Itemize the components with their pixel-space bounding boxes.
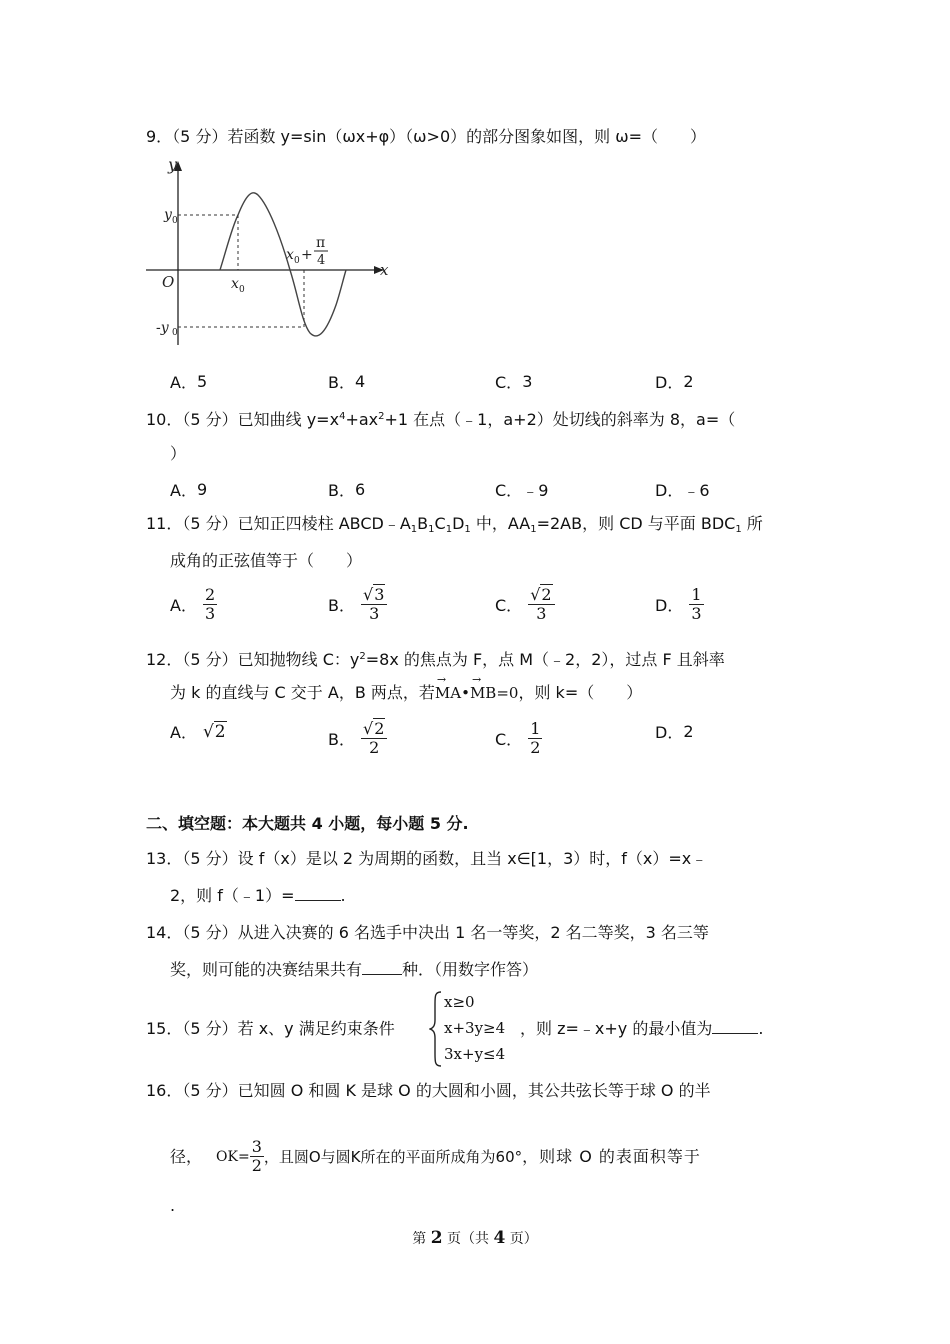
radicand: 2 [374, 719, 385, 738]
subscript: 1 [428, 524, 435, 535]
option-value: 9 [196, 480, 208, 499]
numerator: 3 [251, 1137, 262, 1156]
option-label: A． [170, 481, 197, 500]
q10-option-d[interactable] [655, 478, 710, 501]
q9-stem: 9．（5 分）若函数 y=sin（ωx+φ）（ω>0）的部分图象如图，则 ω=（ ） [146, 127, 707, 146]
option-label: C． [495, 481, 523, 500]
q13-text: 2，则 f（﹣1）= [170, 886, 295, 905]
q16-line3: . [170, 1196, 176, 1215]
x-axis [146, 266, 384, 274]
option-label: D． [655, 373, 684, 392]
q14-text: 奖，则可能的决赛结果共有 [170, 960, 363, 979]
option-value: ﹣9 [522, 481, 549, 500]
option-label: D． [655, 481, 684, 500]
option-label: B． [328, 373, 355, 392]
denominator: 3 [204, 604, 216, 623]
page-number: 2 [430, 1228, 443, 1248]
fraction [528, 720, 542, 757]
q15-text: ，则 z=﹣x+y 的最小值为 [520, 1019, 713, 1038]
q13-line1: 13．（5 分）设 f（x）是以 2 为周期的函数，且当 x∈[1，3）时，f（x）=x﹣ [146, 849, 708, 868]
numerator: 1 [691, 585, 702, 604]
q10-stem-part: 10．（5 分）已知曲线 y=x [146, 410, 340, 429]
option-label: C． [495, 730, 523, 749]
vector-mb: → MB [470, 681, 496, 705]
y0-label: y [164, 207, 172, 223]
q11-stem-part: 11．（5 分）已知正四棱柱 ABCD﹣A [146, 514, 411, 533]
sqrt-icon: √ [362, 585, 374, 604]
origin-label: O [162, 273, 175, 291]
denominator: 3 [536, 604, 547, 623]
q16-text: ，则球 O 的表面积等于 [522, 1146, 701, 1166]
fraction [528, 586, 554, 623]
y0-subscript: 0 [172, 216, 178, 226]
sqrt-expression [203, 722, 227, 742]
q12-stem-part: =8x 的焦点为 F，点 M（﹣2，2），过点 F 且斜率 [365, 650, 725, 669]
q12-stem [146, 645, 725, 672]
q11-stem [146, 512, 763, 542]
x0-pi4-subscript: 0 [294, 256, 300, 266]
q10-stem-part: +ax [345, 410, 379, 429]
q10-stem-part: +1 在点（﹣1，a+2）处切线的斜率为 8，a=（ [384, 410, 736, 429]
total-pages: 4 [493, 1228, 506, 1248]
q16-line2 [170, 1138, 701, 1175]
q11-option-c[interactable] [495, 586, 555, 623]
option-label: B． [328, 481, 355, 500]
q16-text: 径， [170, 1146, 203, 1166]
q11-option-a[interactable] [170, 586, 217, 623]
q10-option-b[interactable] [328, 478, 365, 501]
q10-exponent: 4 [339, 411, 346, 422]
constraint-2: x+3y≥4 [444, 1019, 506, 1037]
section-title: 二、填空题：本大题共 4 小题，每小题 5 分. [146, 814, 469, 833]
option-label: B． [328, 596, 355, 615]
sine-curve [220, 193, 346, 336]
q12-stem-part: 12．（5 分）已知抛物线 C：y [146, 650, 360, 669]
x-axis-label: x [380, 261, 389, 279]
numerator: 2 [204, 585, 216, 604]
sqrt-icon: √ [530, 585, 541, 604]
q11-stem-line2: 成角的正弦值等于（ ） [170, 551, 363, 570]
q15-stem: 15．（5 分）若 x、y 满足约束条件 [146, 1019, 395, 1038]
constraint-1: x≥0 [444, 993, 475, 1011]
q16-line1: 16．（5 分）已知圆 O 和圆 K 是球 O 的大圆和小圆，其公共弦长等于球 O 的半 [146, 1081, 711, 1100]
option-value: ﹣6 [683, 481, 710, 500]
option-label: B． [328, 730, 355, 749]
denominator: 2 [530, 738, 541, 757]
denominator: 3 [691, 604, 702, 623]
q11-options [170, 586, 810, 626]
q14-text: 种．（用数字作答） [402, 960, 539, 979]
q13-text: . [340, 886, 346, 905]
exponent: 2 [359, 651, 366, 662]
footer-text: 页（共 [442, 1231, 494, 1247]
radicand: 2 [214, 721, 226, 742]
numerator [361, 720, 387, 739]
q11-stem-part: 所 [741, 514, 763, 533]
vector-ma: → MA [435, 681, 461, 705]
option-label: C． [495, 596, 523, 615]
subscript: 1 [445, 524, 453, 535]
option-value: 6 [354, 480, 366, 499]
option-label: C． [495, 373, 523, 392]
q14-line1: 14．（5 分）从进入决赛的 6 名选手中决出 1 名一等奖，2 名二等奖，3 名三等 [146, 923, 709, 942]
option-value: 5 [196, 372, 208, 391]
equals-zero: =0 [496, 684, 519, 702]
option-label: D． [655, 596, 684, 615]
q11-stem-part: =2AB，则 CD 与平面 BDC [536, 514, 736, 533]
option-value: 3 [522, 372, 533, 391]
q12-option-d[interactable] [655, 720, 694, 743]
q16-text: ，且圆O与圆K所在的平面所成角为60° [263, 1147, 523, 1166]
radicand: 2 [541, 585, 552, 604]
sqrt-icon: √ [362, 719, 374, 738]
q12-stem-line2 [170, 681, 642, 705]
sqrt-icon: √ [202, 721, 214, 742]
numerator [528, 586, 554, 605]
option-label: A． [170, 596, 197, 615]
footer-text: 页） [505, 1231, 538, 1247]
q11-stem-part: 中，AA [470, 514, 531, 533]
x0-pi4-plus: + [301, 247, 313, 263]
option-value: 4 [354, 372, 366, 391]
ok-equals: OK= [216, 1148, 250, 1165]
option-label: A． [170, 373, 197, 392]
answer-blank[interactable] [362, 960, 402, 975]
radicand: 3 [374, 585, 385, 604]
option-value: 2 [683, 722, 694, 741]
fraction [250, 1138, 264, 1175]
subscript: 1 [530, 524, 537, 535]
x0-pi4-four: 4 [317, 253, 326, 268]
q11-option-b[interactable] [328, 586, 387, 623]
x0-pi4-x: x [286, 247, 294, 263]
x0-subscript: 0 [239, 285, 245, 295]
subscript: 1 [464, 524, 471, 535]
option-label: D． [655, 723, 684, 742]
option-label: A． [170, 723, 197, 742]
fraction [689, 586, 703, 623]
numerator [361, 586, 387, 605]
answer-blank[interactable] [295, 886, 341, 901]
q15-text: . [758, 1019, 764, 1038]
fraction [203, 586, 217, 623]
subscript: 1 [735, 524, 742, 535]
q14-line2 [170, 958, 538, 982]
answer-blank[interactable] [712, 1019, 758, 1034]
option-value: 2 [683, 372, 694, 391]
page-footer [0, 1228, 950, 1248]
q12-option-a[interactable] [170, 720, 227, 743]
q9-option-a[interactable] [170, 370, 207, 393]
q10-exponent: 2 [378, 411, 385, 422]
x0-pi4-pi: π [316, 235, 326, 251]
fraction [361, 586, 387, 623]
q12-options [170, 720, 810, 760]
q11-option-d[interactable] [655, 586, 704, 623]
q10-stem-line2: ） [170, 444, 187, 463]
vector-dot-product [435, 684, 519, 702]
footer-text: 第 [412, 1231, 431, 1247]
x0-label: x [231, 276, 239, 292]
q11-stem-part: C [434, 514, 446, 533]
y-axis-label: y [168, 155, 178, 174]
q13-line2 [170, 884, 346, 908]
q10-option-a[interactable] [170, 478, 207, 501]
neg-y0-label: -y [156, 320, 169, 336]
denominator: 3 [369, 604, 380, 623]
y-axis [174, 161, 182, 345]
q9-sine-graph [140, 155, 400, 355]
neg-y0-subscript: 0 [172, 328, 178, 338]
q11-stem-part: D [452, 514, 465, 533]
q10-stem [146, 405, 735, 432]
q12-option-c[interactable] [495, 720, 542, 757]
q15-tail [520, 1017, 763, 1041]
numerator: 1 [530, 719, 541, 738]
q12-stem-part: 为 k 的直线与 C 交于 A，B 两点，若 [170, 683, 435, 702]
denominator: 2 [251, 1156, 262, 1175]
constraint-3: 3x+y≤4 [444, 1045, 506, 1063]
q10-option-c[interactable] [495, 478, 548, 501]
q9-option-d[interactable] [655, 370, 694, 393]
q12-stem-part: ，则 k=（ ） [518, 683, 643, 702]
q9-option-c[interactable] [495, 370, 532, 393]
denominator: 2 [369, 738, 380, 757]
q9-option-b[interactable] [328, 370, 365, 393]
q12-option-b[interactable] [328, 720, 387, 757]
dot-operator: • [461, 684, 470, 702]
subscript: 1 [410, 524, 418, 535]
q9-options [170, 370, 810, 410]
fraction [361, 720, 387, 757]
q11-stem-part: B [417, 514, 429, 533]
